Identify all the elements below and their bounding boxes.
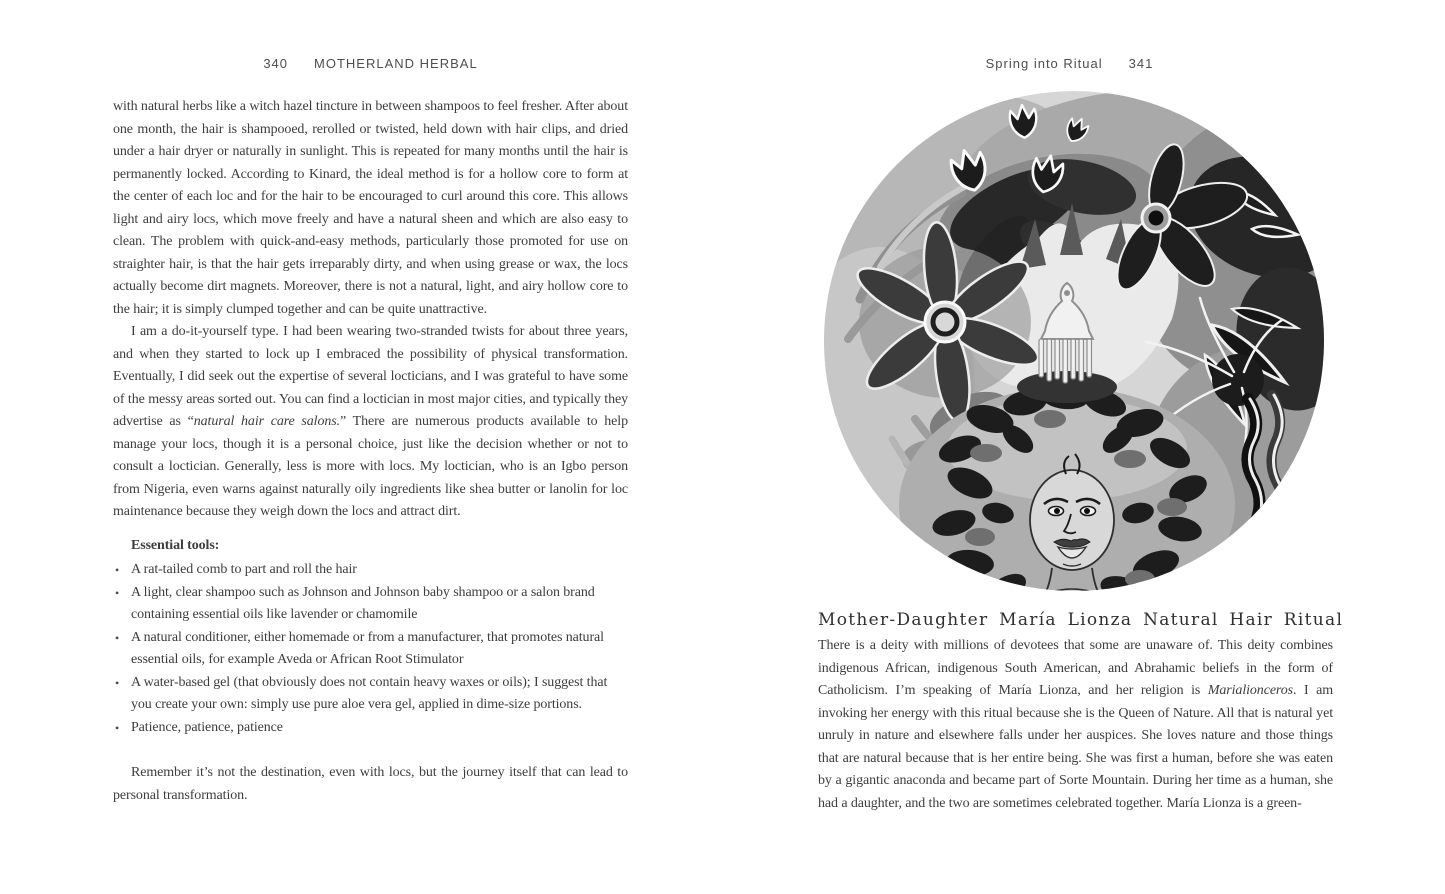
right-page-body [818, 635, 1333, 815]
paragraph-loc-method: with natural herbs like a witch hazel tincture in between shampoos to feel fresher. After about one month, the hair is shampooed, rerolled or twisted, held down with hair clips, and dried under a hair dryer or naturally in sunlight. This is repeated for many months until the hair is permanently locked. According to Kinard, the ideal method is for a hollow core to form at the center of each loc and for the hair to be encouraged to curl around this core. This allows light and airy locs, which move freely and have a natural sheen and which are also easy to clean. The problem with quick-and-easy methods, particularly those promoted for use on straighter hair, is that the hair gets irreparably dirty, and when using grease or wax, the locs actually become dirt magnets. Moreover, there is not a natural, light, and airy hollow core to the hair; it is simply clumped together and can be quite unattractive. [113, 99, 628, 317]
paragraph-do-it-yourself [113, 321, 628, 524]
paragraph-2-text: I am a do-it-yourself type. I had been wearing two-stranded twists for about three years, and when they started to lock up I embraced the possibility of physical transformation. Eventually, I did seek out the expertise of several locticians, and I was grateful to have some of the messy areas sorted out. You can find a loctician in most major cities, and typically they advertise as “ [113, 324, 628, 429]
ritual-illustration [820, 87, 1328, 595]
left-running-header [113, 56, 628, 71]
left-running-title: MOTHERLAND HERBAL [314, 56, 478, 71]
essential-tools-heading: Essential tools: [131, 537, 220, 553]
left-page-body [113, 96, 628, 807]
right-paragraph-text: There is a deity with millions of devotees that some are unaware of. This deity combines indigenous African, indigenous South American, and Abrahamic beliefs in the form of Catholicism. I’m speaking of María Lionza, and her religion is [818, 638, 1333, 698]
illustration-wrap [820, 87, 1328, 595]
list-item: • Patience, patience, patience [113, 717, 628, 740]
right-page-number: 341 [1128, 56, 1154, 71]
paragraph-2-continuation: ” There are numerous products available to help manage your locs, though it is a personal choice, just like the decision whether or not to consult a loctician. Generally, less is more with locs. My loctician, who is an Igbo person from Nigeria, even warns against naturally oily ingredients like shea butter or lanolin for loc maintenance because they weigh down the locs and attract dirt. [113, 414, 628, 519]
essential-tools-list [113, 559, 628, 739]
list-item: • A natural conditioner, either homemade or from a manufacturer, that promotes natural essential oils, for example Aveda or African Root Stimulator [113, 627, 628, 672]
section-heading: Mother-Daughter María Lionza Natural Hair Ritual [818, 610, 1344, 630]
right-page [818, 56, 1344, 876]
italic-natural-hair-care-salons: natural hair care salons. [193, 414, 341, 429]
list-item: • A water-based gel (that obviously does not contain heavy waxes or oils); I suggest that you create your own: simply use pure aloe vera gel, applied in dime-size portions. [113, 672, 628, 717]
closing-paragraph: Remember it’s not the destination, even with locs, but the journey itself that can lead to personal transformation. [113, 765, 628, 803]
list-item: • A light, clear shampoo such as Johnson and Johnson baby shampoo or a salon brand containing essential oils like lavender or chamomile [113, 582, 628, 627]
right-paragraph-continuation: . I am invoking her energy with this ritual because she is the Queen of Nature. All that is natural yet unruly in nature and elsewhere falls under her auspices. She loves nature and those things that are natural because that is her entire being. She was first a human, before she was eaten by a gigantic anaconda and became part of Sorte Mountain. During her time as a human, she had a daughter, and the two are sometimes celebrated together. María Lionza is a green- [818, 683, 1333, 811]
right-running-title: Spring into Ritual [985, 56, 1103, 71]
italic-marialionceros: Marialionceros [1207, 683, 1294, 698]
left-page-number: 340 [263, 56, 289, 71]
list-item: • A rat-tailed comb to part and roll the hair [113, 559, 628, 582]
paragraph-maria-lionza [818, 635, 1333, 815]
